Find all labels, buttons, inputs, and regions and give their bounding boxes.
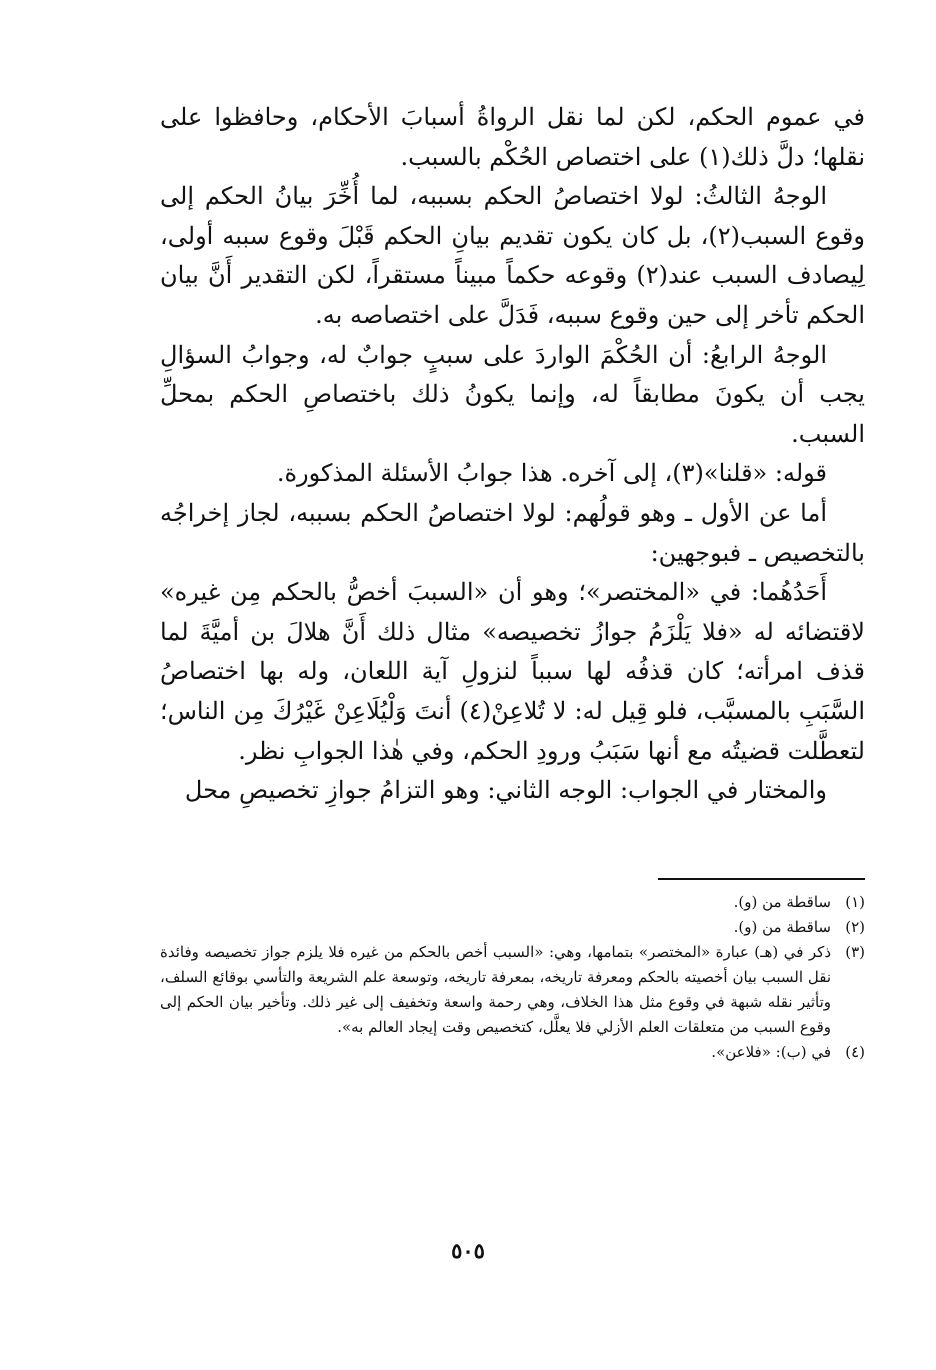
footnote <box>160 915 865 940</box>
footnote-number: (١) <box>845 893 865 911</box>
main-text-block <box>160 98 865 811</box>
footnote-text: ساقطة من (و). <box>733 918 831 936</box>
footnote <box>160 1040 865 1065</box>
footnote <box>160 890 865 915</box>
paragraph: أَحَدُهُما: في «المختصر»؛ وهو أن «السببَ أخصُّ بالحكم مِن غيره» لاقتضائه له «فلا يَلْزَمُ جوازُ تخصيصه» مثال ذلك أَنَّ هلالَ بن أميَّةَ لما قذف امرأته؛ كان قذفُه لها سبباً لنزولِ آية اللعان، وله بها اختصاصُ السَّبَبِ بالمسبَّب، فلو قِيل له: لا تُلاعِنْ(٤) أنتَ وَلْيُلَاعِنْ غَيْرُكَ مِن الناس؛ لتعطَّلت قضيتُه مع أنها سَبَبُ ورودِ الحكم، وفي هٰذا الجوابِ نظر. <box>160 578 865 765</box>
footnote-text: في (ب): «فلاعن». <box>711 1043 831 1061</box>
footnote-number: (٣) <box>845 943 865 961</box>
footnote-text: ذكر في (هـ) عبارة «المختصر» بتمامها، وهي: «السبب أخص بالحكم من غيره فلا يلزم جواز تخصيصه وفائدة نقل السبب بيان أخصيته بالحكم ومعرفة تاريخه، بمعرفة تاريخه، وتوسعة علم الشريعة والتأسي بوقائع السلف، وتأثير نقله شبهة في وقوع مثل هذا الخلاف، وهي رحمة واسعة وتخفيف إلى غير ذلك. وتأخير بيان الحكم إلى وقوع السبب من متعلقات العلم الأزلي فلا يعلَّل، كتخصيص وقت إيجاد العالم به». <box>160 943 831 1036</box>
paragraph: أما عن الأول ـ وهو قولُهم: لولا اختصاصُ الحكم بسببه، لجاز إخراجُه بالتخصيص ـ فبوجهين: <box>160 498 865 567</box>
paragraph: في عموم الحكم، لكن لما نقل الرواةُ أسبابَ الأحكام، وحافظوا على نقلها؛ دلَّ ذلك(١) على اختصاص الحُكْم بالسبب. <box>160 103 865 171</box>
paragraph: الوجهُ الثالثُ: لولا اختصاصُ الحكم بسببه، لما أُخِّرَ بيانُ الحكم إلى وقوع السبب(٢)، بل كان يكون تقديم بيانِ الحكم قَبْلَ وقوع سببه أولى، لِيصادف السبب عند(٢) وقوعه حكماً مبيناً مستقراً، لكن التقدير أَنَّ بيان الحكم تأخر إلى حين وقوع سببه، فَدَلَّ على اختصاصه به. <box>160 182 865 329</box>
footnote-text: ساقطة من (و). <box>733 893 831 911</box>
footnote <box>160 940 865 1040</box>
page-number: ٥٠٥ <box>451 1238 485 1263</box>
footnote-separator <box>658 878 865 880</box>
footnote-number: (٤) <box>845 1043 865 1061</box>
paragraph: قوله: «قلنا»(٣)، إلى آخره. هذا جوابُ الأسئلة المذكورة. <box>276 459 827 488</box>
paragraph: الوجهُ الرابعُ: أن الحُكْمَ الواردَ على سببٍ جوابٌ له، وجوابُ السؤالِ يجب أن يكونَ مطابقاً له، وإنما يكونُ ذلك باختصاصِ الحكم بمحلِّ السبب. <box>160 340 865 448</box>
paragraph: والمختار في الجواب: الوجه الثاني: وهو التزامُ جوازِ تخصيصِ محل <box>184 776 827 805</box>
footnotes-block <box>160 890 865 1065</box>
footnote-number: (٢) <box>845 918 865 936</box>
